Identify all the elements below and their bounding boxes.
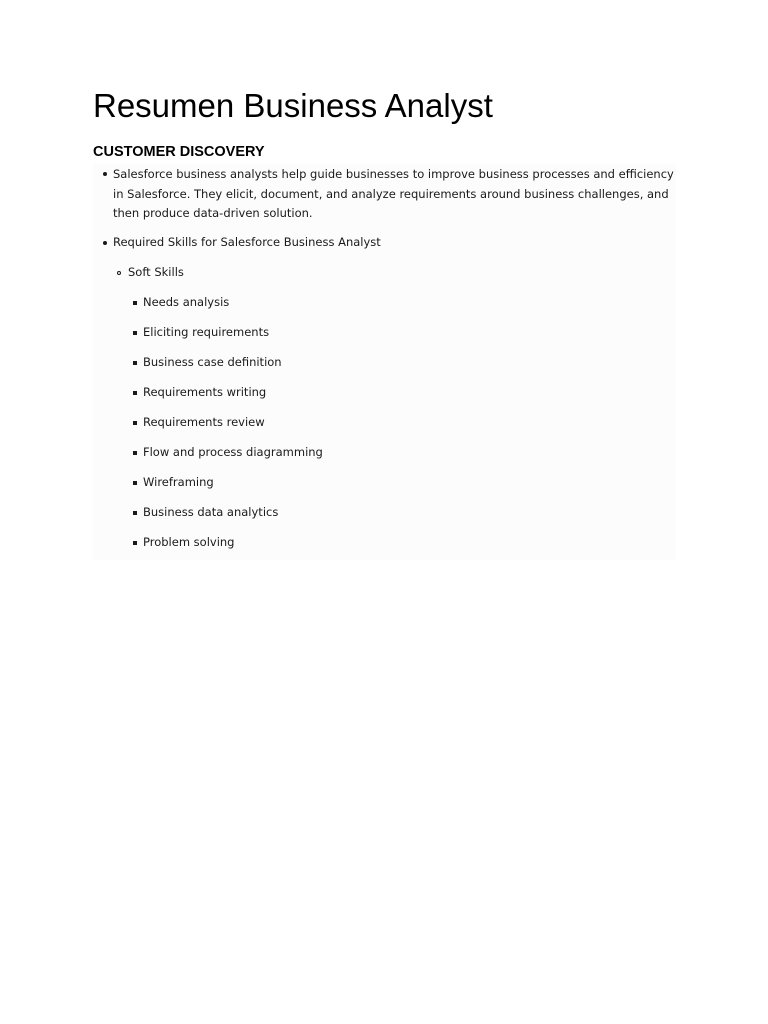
skill-item: Business case definition [143, 355, 282, 369]
square-bullet-icon [133, 481, 137, 485]
square-bullet-icon [133, 541, 137, 545]
required-skills-item: Required Skills for Salesforce Business Analyst [113, 235, 381, 249]
circle-bullet-icon [117, 271, 121, 275]
skill-item: Problem solving [143, 535, 235, 549]
square-bullet-icon [133, 331, 137, 335]
square-bullet-icon [133, 391, 137, 395]
square-bullet-icon [133, 421, 137, 425]
soft-skills-item: Soft Skills [128, 265, 184, 279]
skill-item: Eliciting requirements [143, 325, 270, 339]
intro-paragraph: Salesforce business analysts help guide businesses to improve business processes and efficiency in Salesforce. They elicit, document, and analyze requirements around business challenges, and then produce data-driven solution. [113, 167, 674, 220]
square-bullet-icon [133, 361, 137, 365]
skill-item: Business data analytics [143, 505, 279, 519]
square-bullet-icon [133, 511, 137, 515]
square-bullet-icon [133, 451, 137, 455]
skill-item: Requirements writing [143, 385, 267, 399]
section-heading: CUSTOMER DISCOVERY [93, 144, 265, 160]
square-bullet-icon [133, 301, 137, 305]
content-screenshot [93, 164, 676, 560]
page-title: Resumen Business Analyst [93, 87, 493, 124]
skill-item: Flow and process diagramming [143, 445, 323, 459]
disc-bullet-icon [103, 172, 107, 176]
skill-item: Needs analysis [143, 295, 230, 309]
skill-item: Requirements review [143, 415, 265, 429]
skill-item: Wireframing [143, 475, 214, 489]
disc-bullet-icon [103, 241, 107, 245]
